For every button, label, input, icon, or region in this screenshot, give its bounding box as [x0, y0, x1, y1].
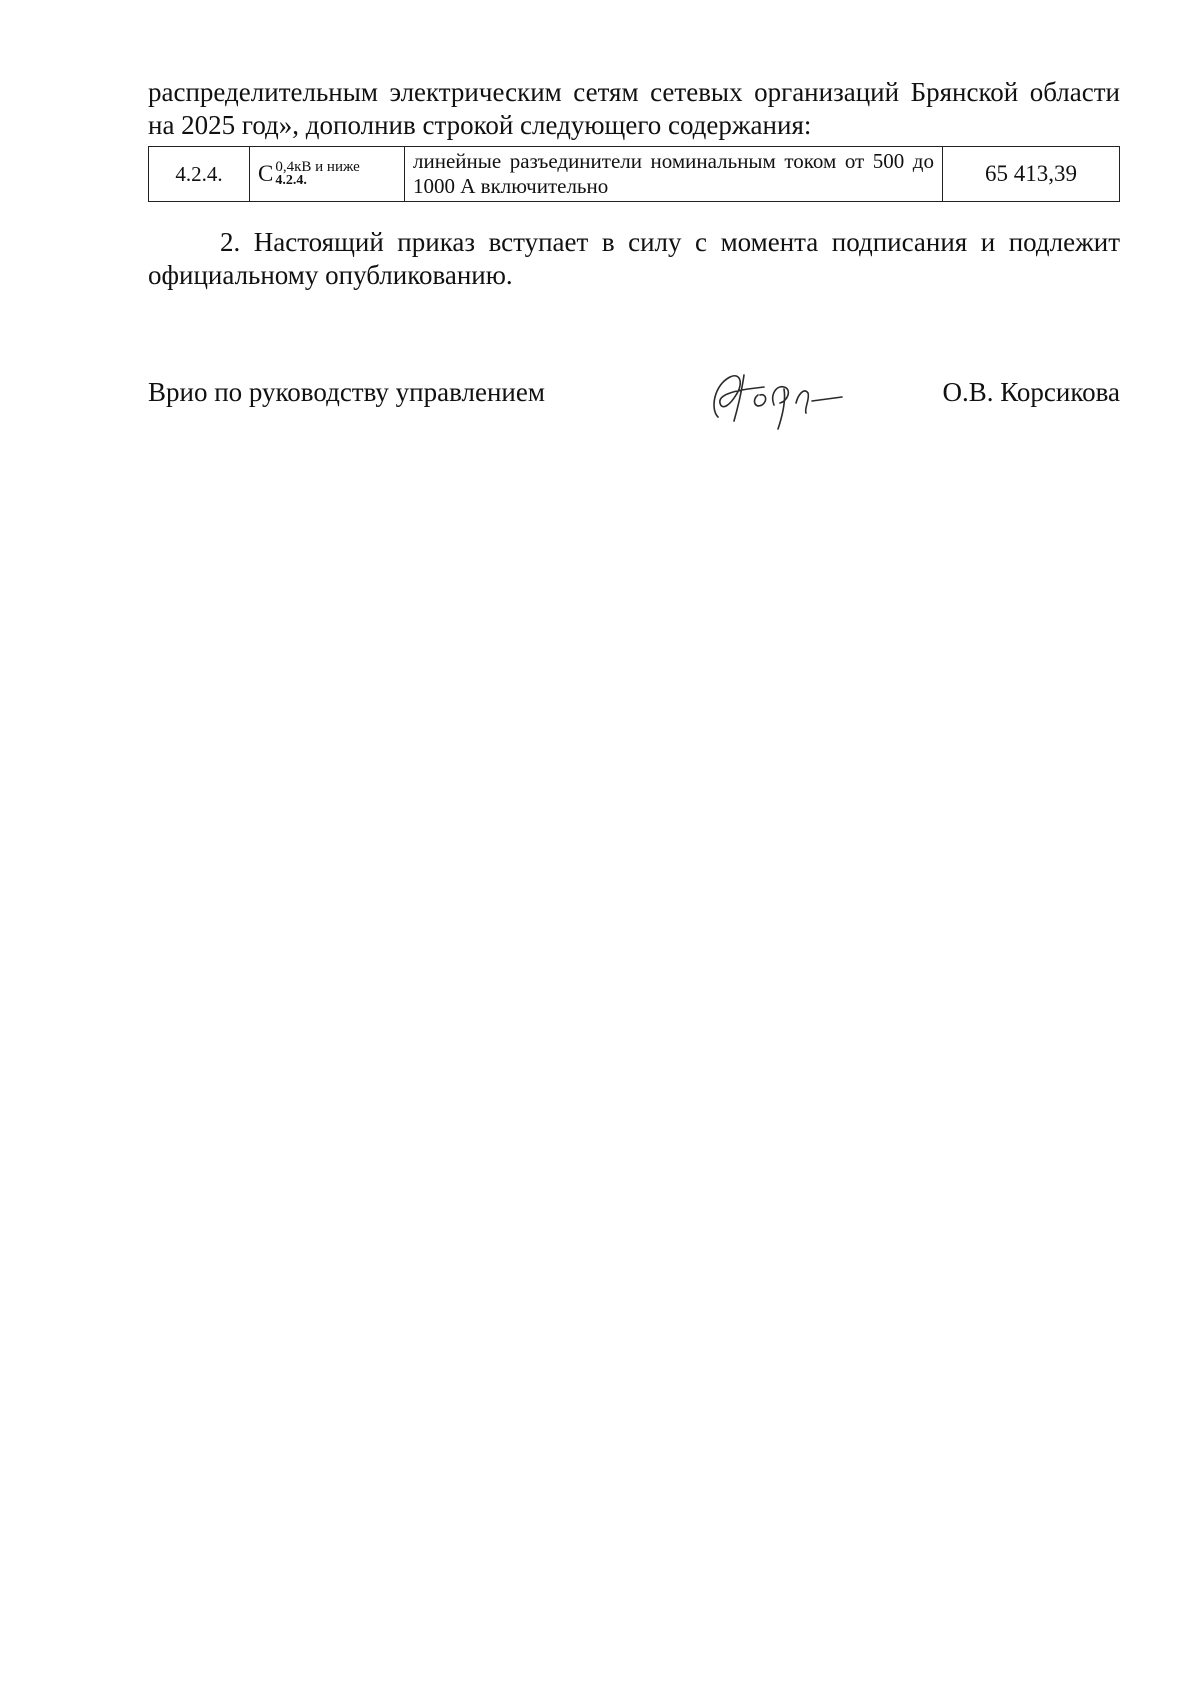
rates-table	[148, 146, 1120, 202]
row-number-cell: 4.2.4.	[149, 147, 250, 202]
intro-paragraph: распределительным электрическим сетям сетевых организаций Брянской области на 2025 год», дополнив строкой следующего содержания:	[148, 77, 1120, 140]
paragraph-2: 2. Настоящий приказ вступает в силу с момента подписания и подлежит официальному опубликованию.	[148, 227, 1120, 290]
code-subscript: 4.2.4.	[275, 173, 307, 189]
signer-name: О.В. Корсикова	[942, 377, 1120, 407]
row-description-cell: линейные разъединители номинальным током от 500 до 1000 А включительно	[405, 147, 943, 202]
code-superscript: 0,4кВ и ниже	[275, 159, 360, 176]
document-body	[148, 76, 1120, 292]
code-indices	[275, 160, 359, 188]
signer-position: Врио по руководству управлением	[148, 377, 545, 407]
row-value-cell: 65 413,39	[943, 147, 1120, 202]
code-base: C	[258, 161, 274, 187]
table-row	[149, 147, 1120, 202]
signature-block	[148, 365, 1120, 435]
row-code-cell	[250, 147, 405, 202]
handwritten-signature	[704, 365, 862, 435]
